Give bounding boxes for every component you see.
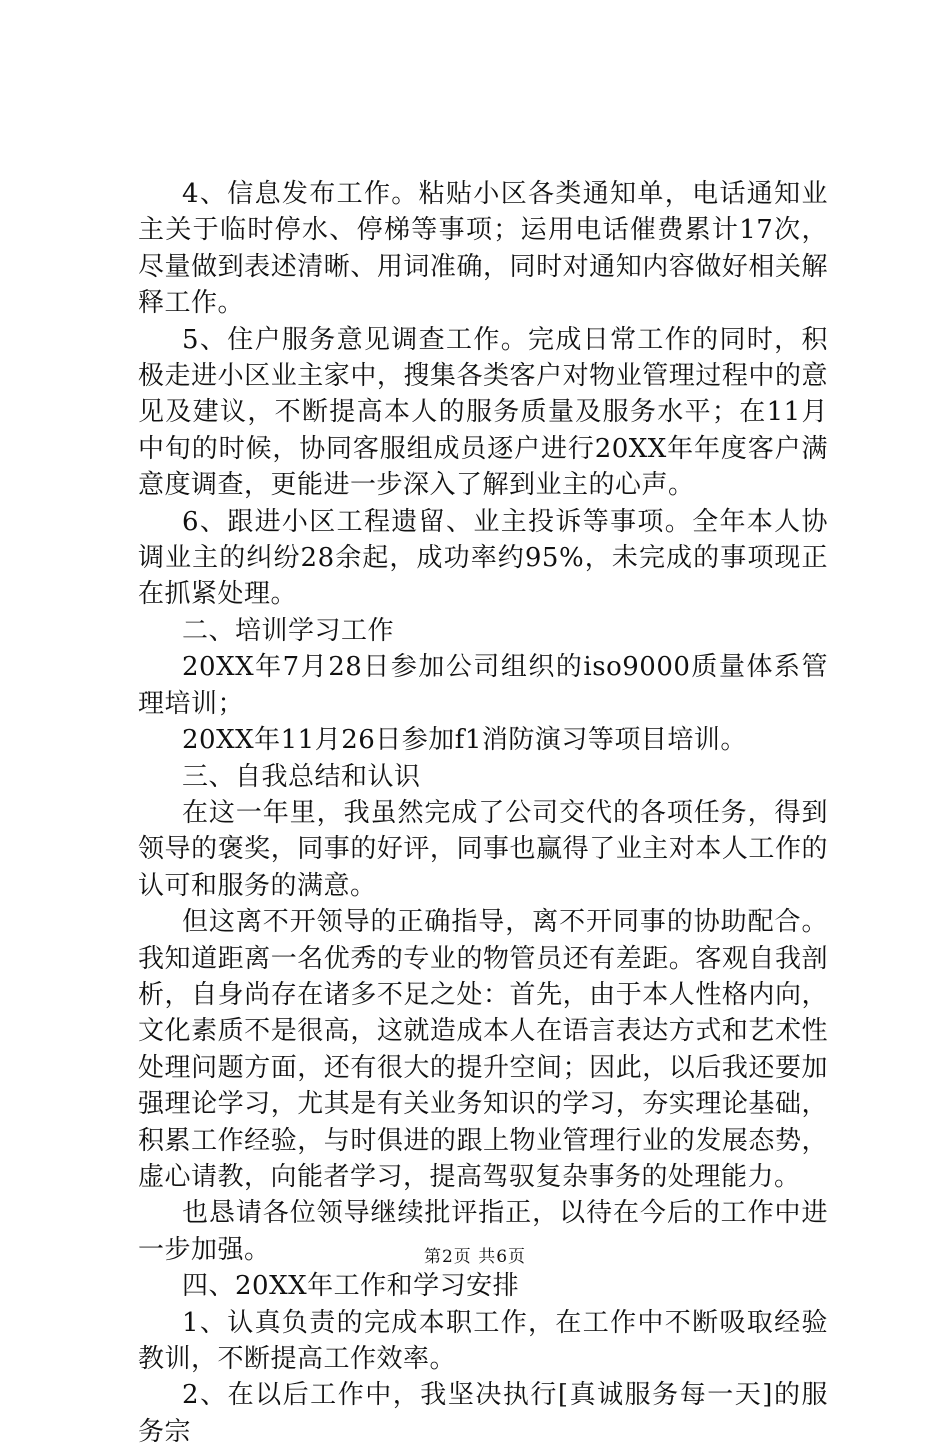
section-heading-self-review: 三、自我总结和认识 xyxy=(182,761,421,792)
section-heading-plan: 四、20XX年工作和学习安排 xyxy=(182,1271,520,1302)
paragraph-training-fire-drill: 20XX年11月26日参加f1消防演习等项目培训。 xyxy=(182,725,747,756)
paragraph-info-release: 4、信息发布工作。粘贴小区各类通知单，电话通知业主关于临时停水、停梯等事项；运用电话催费累计17次，尽量做到表述清晰、用词准确，同时对通知内容做好相关解释工作。 xyxy=(138,179,828,319)
section-heading-training: 二、培训学习工作 xyxy=(182,615,395,646)
page-number-footer: 第2页 共6页 xyxy=(423,1247,527,1267)
paragraph-resident-survey: 5、住户服务意见调查工作。完成日常工作的同时，积极走进小区业主家中，搜集各类客户对物业管理过程中的意见及建议，不断提高本人的服务质量及服务水平；在11月中旬的时候，协同客服组成员逐户进行20XX年年度客户满意度调查，更能进一步深入了解到业主的心声。 xyxy=(138,324,828,501)
paragraph-request-feedback: 也恳请各位领导继续批评指正，以待在今后的工作中进一步加强。 xyxy=(138,1198,828,1265)
paragraph-plan-item-1: 1、认真负责的完成本职工作，在工作中不断吸取经验教训，不断提高工作效率。 xyxy=(138,1307,828,1374)
paragraph-plan-item-2: 2、在以后工作中，我坚决执行[真诚服务每一天]的服务宗 xyxy=(138,1380,828,1447)
paragraph-year-summary: 在这一年里，我虽然完成了公司交代的各项任务，得到领导的褒奖，同事的好评，同事也赢得了业主对本人工作的认可和服务的满意。 xyxy=(138,797,828,901)
paragraph-training-iso: 20XX年7月28日参加公司组织的iso9000质量体系管理培训； xyxy=(138,652,828,719)
paragraph-complaint-followup: 6、跟进小区工程遗留、业主投诉等事项。全年本人协调业主的纠纷28余起，成功率约95%，未完成的事项现正在抓紧处理。 xyxy=(138,506,828,610)
paragraph-self-analysis: 但这离不开领导的正确指导，离不开同事的协助配合。我知道距离一名优秀的专业的物管员还有差距。客观自我剖析，自身尚存在诸多不足之处：首先，由于本人性格内向，文化素质不是很高，这就造成本人在语言表达方式和艺术性处理问题方面，还有很大的提升空间；因此，以后我还要加强理论学习，尤其是有关业务知识的学习，夯实理论基础，积累工作经验，与时俱进的跟上物业管理行业的发展态势，虚心请教，向能者学习，提高驾驭复杂事务的处理能力。 xyxy=(138,907,828,1192)
